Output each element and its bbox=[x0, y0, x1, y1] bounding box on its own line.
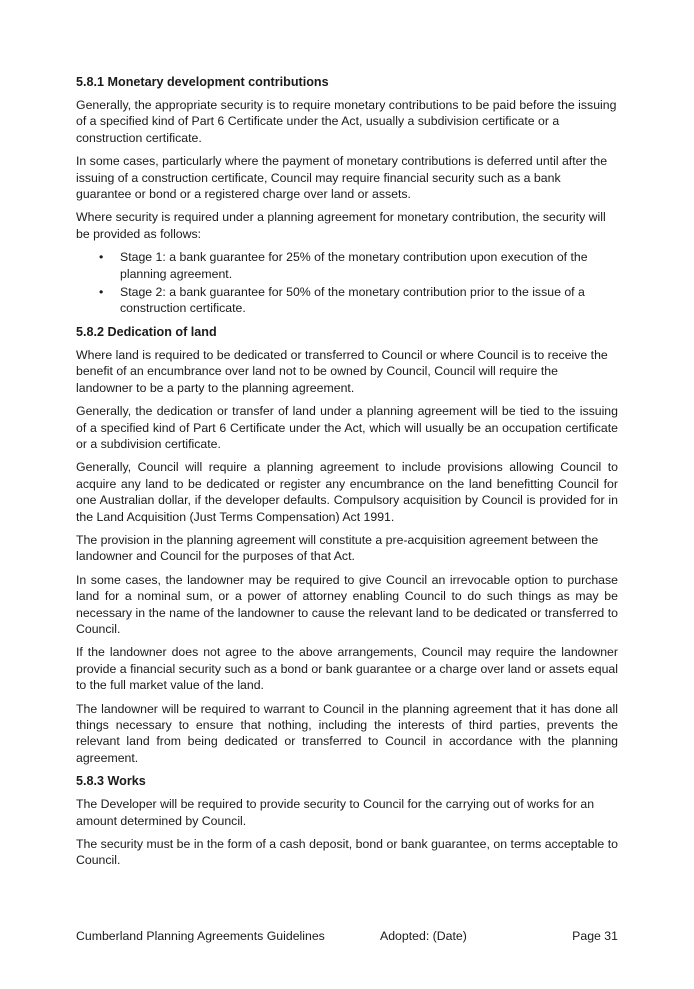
security-stages-list bbox=[76, 249, 618, 317]
footer-document-title: Cumberland Planning Agreements Guidelines bbox=[76, 929, 325, 943]
paragraph: In some cases, particularly where the payment of monetary contributions is deferred until after the issuing of a construction certificate, Council may require financial security such as a bank guarantee or bond or a registered charge over land or assets. bbox=[76, 154, 608, 202]
section-heading-dedication: 5.8.2 Dedication of land bbox=[76, 324, 217, 339]
section-heading-monetary: 5.8.1 Monetary development contributions bbox=[76, 75, 329, 89]
list-item-text: Stage 1: a bank guarantee for 25% of the monetary contribution upon execution of the planning agreement. bbox=[120, 250, 588, 281]
bullet-icon: • bbox=[99, 250, 104, 265]
paragraph: Generally, Council will require a planning agreement to include provisions allowing Council to acquire any land to be dedicated or register any encumbrance on the land benefitting Council for one Australian dollar, if the developer defaults. Compulsory acquisition by Council is provided for in the Land Acquisition (Just Terms Compensation) Act 1991. bbox=[76, 460, 618, 524]
list-item-text: Stage 2: a bank guarantee for 50% of the monetary contribution prior to the issue of a construction certificate. bbox=[120, 285, 585, 316]
paragraph: The security must be in the form of a cash deposit, bond or bank guarantee, on terms acceptable to Council. bbox=[76, 837, 618, 868]
document-body bbox=[76, 74, 618, 876]
paragraph: If the landowner does not agree to the above arrangements, Council may require the landowner provide a financial security such as a bond or bank guarantee or a charge over land or assets equal to the full market value of the land. bbox=[76, 645, 618, 693]
list-item bbox=[99, 284, 618, 317]
footer-page-number: Page 31 bbox=[572, 929, 618, 943]
paragraph: Generally, the appropriate security is to require monetary contributions to be paid before the issuing of a specified kind of Part 6 Certificate under the Act, usually a subdivision certificate or a construction certificate. bbox=[76, 98, 617, 145]
section-heading-works: 5.8.3 Works bbox=[76, 774, 146, 789]
paragraph: The provision in the planning agreement will constitute a pre-acquisition agreement between the landowner and Council for the purposes of that Act. bbox=[76, 532, 599, 564]
list-item bbox=[99, 249, 618, 282]
paragraph: Generally, the dedication or transfer of land under a planning agreement will be tied to the issuing of a specified kind of Part 6 Certificate under the Act, which will usually be an occupation certificate or a subdivision certificate. bbox=[76, 404, 618, 451]
paragraph: Where land is required to be dedicated or transferred to Council or where Council is to receive the benefit of an encumbrance over land not to be owned by Council, Council will require the landowner to be a party to the planning agreement. bbox=[76, 347, 608, 395]
bullet-icon: • bbox=[99, 285, 104, 300]
footer-adopted-date: Adopted: (Date) bbox=[380, 929, 467, 943]
paragraph: The Developer will be required to provide security to Council for the carrying out of works for an amount determined by Council. bbox=[76, 797, 595, 828]
paragraph: The landowner will be required to warrant to Council in the planning agreement that it has done all things necessary to ensure that nothing, including the interests of third parties, prevents the relevant land from being dedicated or transferred to Council in accordance with the planning agreement. bbox=[76, 701, 618, 765]
paragraph: Where security is required under a planning agreement for monetary contribution, the security will be provided as follows: bbox=[76, 210, 606, 241]
paragraph: In some cases, the landowner may be required to give Council an irrevocable option to purchase land for a nominal sum, or a power of attorney enabling Council to do such things as may be necessary in the name of the landowner to cause the relevant land to be dedicated or transferred to Council. bbox=[76, 572, 618, 636]
